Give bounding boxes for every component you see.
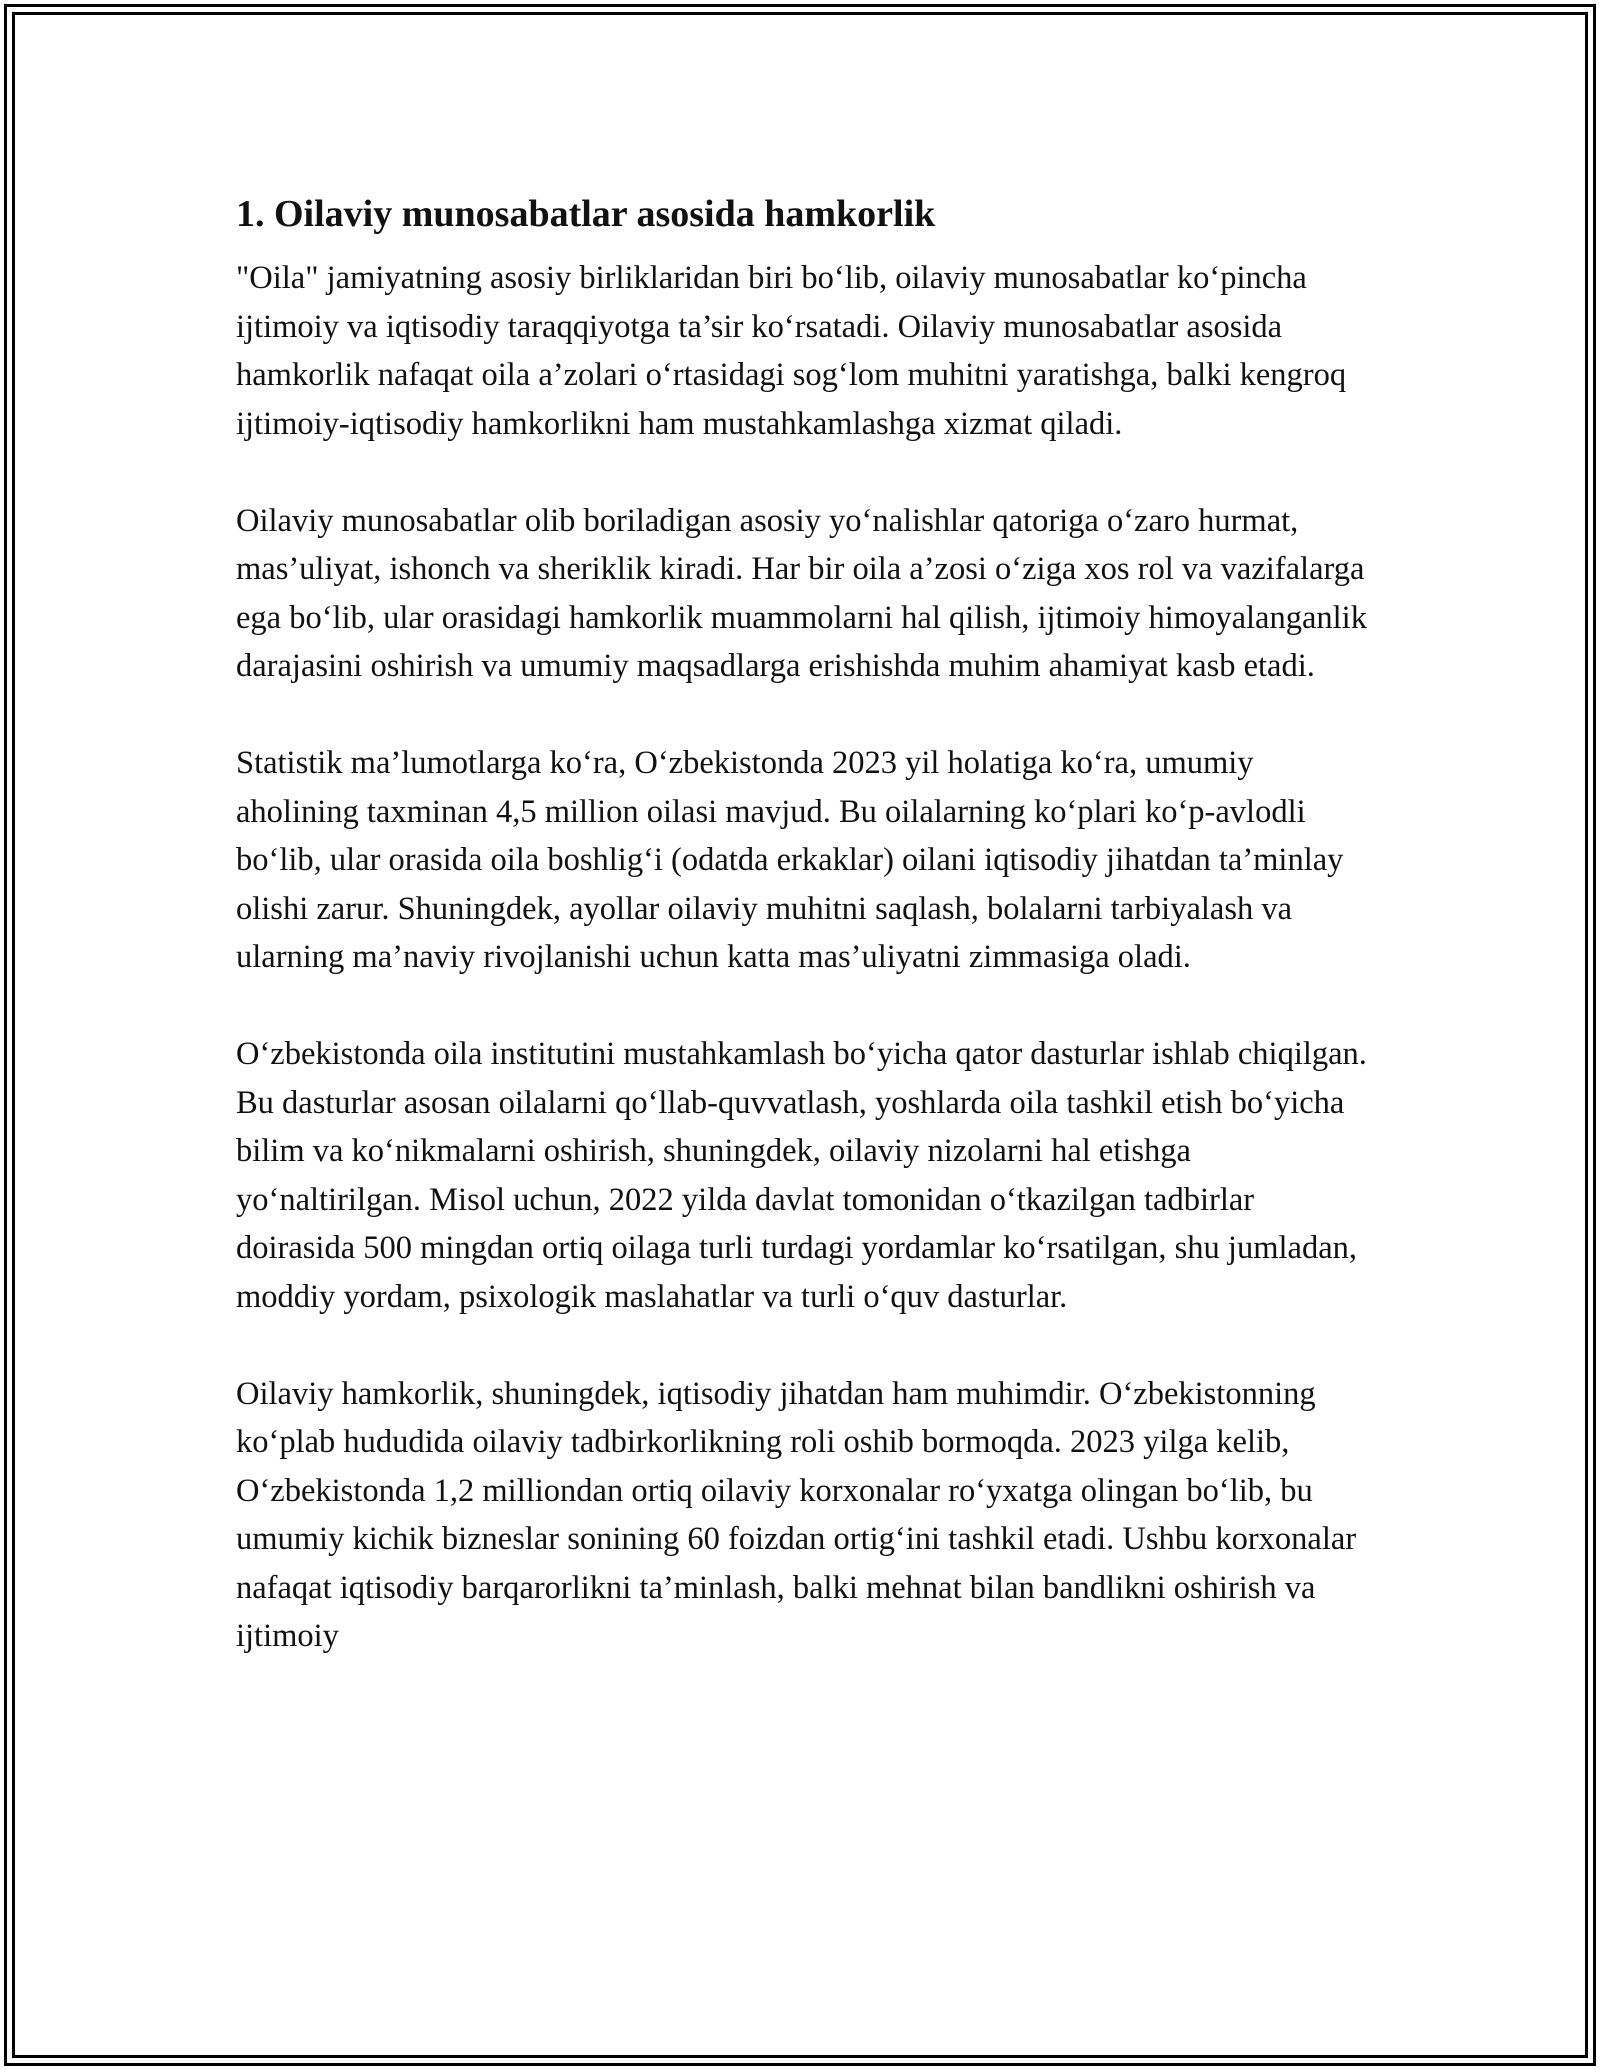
paragraph-4: O‘zbekistonda oila institutini mustahkamlash bo‘yicha qator dasturlar ishlab chiqilgan. Bu dasturlar asosan oilalarni qo‘llab-quvvatlash, yoshlarda oila tashkil etish bo‘yicha bilim va ko‘nikmalarni oshirish, shuningdek, oilaviy nizolarni hal etishga yo‘naltirilgan. Misol uchun, 2022 yilda davlat tomonidan o‘tkazilgan tadbirlar doirasida 500 mingdan ortiq oilaga turli turdagi yordamlar ko‘rsatilgan, shu jumladan, moddiy yordam, psixologik maslahatlar va turli o‘quv dasturlar. (236, 1036, 1367, 1315)
paragraph-1: "Oila" jamiyatning asosiy birliklaridan biri bo‘lib, oilaviy munosabatlar ko‘pincha ijtimoiy va iqtisodiy taraqqiyotga ta’sir ko‘rsatadi. Oilaviy munosabatlar asosida hamkorlik nafaqat oila a’zolari o‘rtasidagi sog‘lom muhitni yaratishga, balki kengroq ijtimoiy-iqtisodiy hamkorlikni ham mustahkamlashga xizmat qiladi. (236, 260, 1347, 442)
section-heading: 1. Oilaviy munosabatlar asosida hamkorlik (236, 193, 936, 235)
paragraph-5: Oilaviy hamkorlik, shuningdek, iqtisodiy jihatdan ham muhimdir. O‘zbekistonning ko‘plab hududida oilaviy tadbirkorlikning roli oshib bormoqda. 2023 yilga kelib, O‘zbekistonda 1,2 milliondan ortiq oilaviy korxonalar ro‘yxatga olingan bo‘lib, bu umumiy kichik bizneslar sonining 60 foizdan ortig‘ini tashkil etadi. Ushbu korxonalar nafaqat iqtisodiy barqarorlikni ta’minlash, balki mehnat bilan bandlikni oshirish va ijtimoiy (236, 1375, 1357, 1654)
paragraph-2: Oilaviy munosabatlar olib boriladigan asosiy yo‘nalishlar qatoriga o‘zaro hurmat, mas’uliyat, ishonch va sheriklik kiradi. Har bir oila a’zosi o‘ziga xos rol va vazifalarga ega bo‘lib, ular orasidagi hamkorlik muammolarni hal qilish, ijtimoiy himoyalanganlik darajasini oshirish va umumiy maqsadlarga erishishda muhim ahamiyat kasb etadi. (236, 502, 1367, 684)
document-body (236, 188, 1376, 1661)
paragraph-3: Statistik ma’lumotlarga ko‘ra, O‘zbekistonda 2023 yil holatiga ko‘ra, umumiy aholining taxminan 4,5 million oilasi mavjud. Bu oilalarning ko‘plari ko‘p-avlodli bo‘lib, ular orasida oila boshlig‘i (odatda erkaklar) oilani iqtisodiy jihatdan ta’minlay olishi zarur. Shuningdek, ayollar oilaviy muhitni saqlash, bolalarni tarbiyalash va ularning ma’naviy rivojlanishi uchun katta mas’uliyatni zimmasiga oladi. (236, 745, 1344, 975)
